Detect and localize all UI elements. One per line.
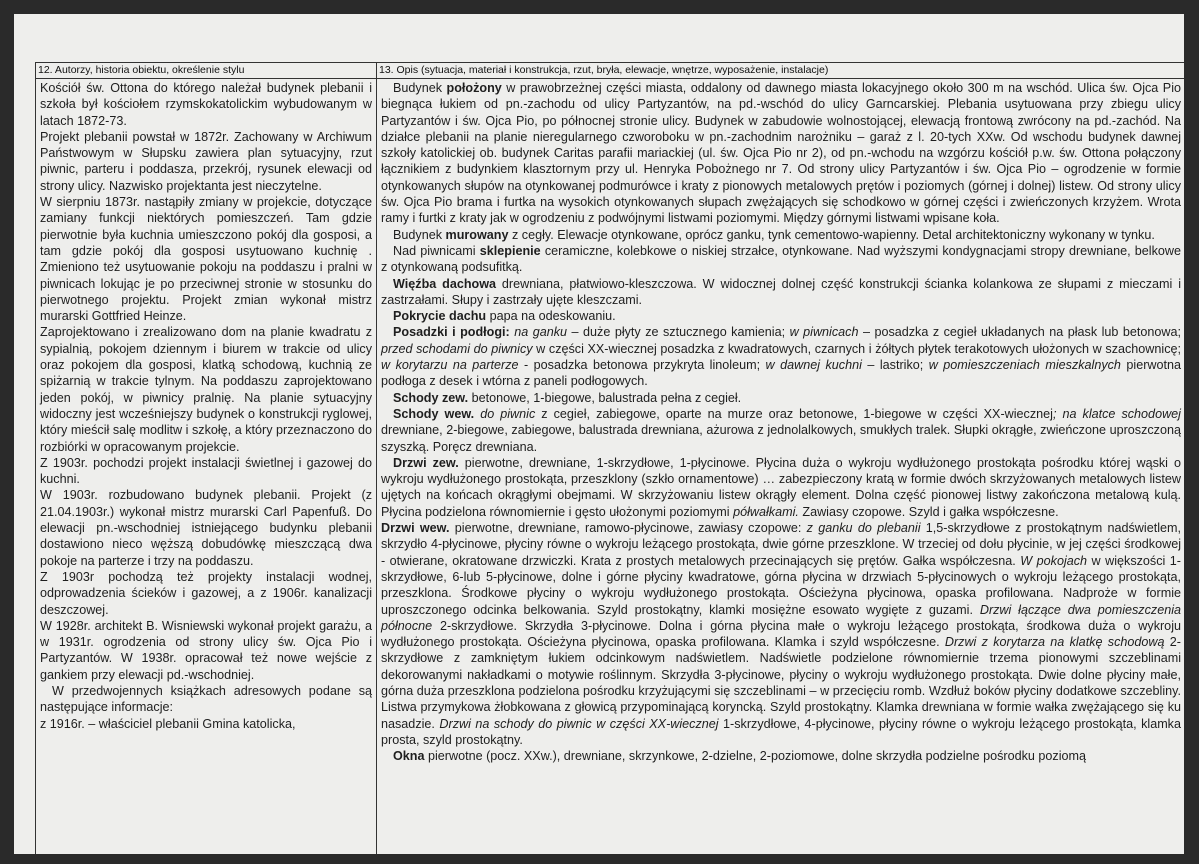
history-paragraph: Z 1903r pochodzą też projekty instalacji wodnej, odprowadzenia ścieków i gazowej, a z 1906r. kanalizacji deszczowej. [40, 569, 372, 617]
text-run: pierwotne (pocz. XXw.), drewniane, skrzynkowe, 2-dzielne, 2-poziomowe, dolne skrzydła podzielne pośrodku poziomą [424, 749, 1087, 764]
text-run: w prawobrzeżnej części miasta, oddalony od dawnego miasta lokacyjnego około 300 m na wschód. Ulica św. Ojca Pio biegnąca łukiem od pn.-zachodu od ulicy Partyzantów, na pd.-wschód do ulicy Garncarskiej. Plebania usytuowana przy zbiegu ulicy Partyzantów i św. Ojca Pio, po północnej stronie ulicy. Budynek w zabudowie wolnostojącej, elewacją frontową zwrócony na pd.-zachód. Na działce plebanii na planie nieregularnego czworoboku w pn.-zachodnim narożniku – garaż z l. 20-tych XXw. Od wschodu budynek dawnej szkoły katolickiej ob. budynek Caritas parafii mariackiej (ul. św. Ojca Pio nr 2), od pn.-wchodu na wzgórzu kościół p.w. św. Ottona połączony łącznikiem z budynkiem klasztornym przy ul. Henryka Pobożnego nr 7. Od strony ulicy Partyzantów i św. Ojca Pio – ogrodzenie w formie otynkowanych słupów na otynkowanej podmurówce i kraty z pionowych metalowych prętów i poziomych (górnej i dolnej) listew. Od strony ulicy św. Ojca Pio brama i furtka na wysokich otynkowanych słupach zwężających się schodkowo w górnej części i zwieńczonych krzyżem. Wrota ramy i furtki z kraty jak w ogrodzeniu z podwójnymi listwami poziomymi. Między górnymi listwami wpisane koła. [381, 81, 1181, 226]
history-paragraph: W 1928r. architekt B. Wisniewski wykonał projekt garażu, a w 1931r. ogrodzenia od strony ulicy św. Ojca Pio i Partyzantów. W 1938r. opracował też nowe wejście z gankiem przy elewacji pd.-wschodniej. [40, 618, 372, 682]
text-italic: przed schodami do piwnicy [381, 341, 533, 356]
history-paragraph: Z 1903r. pochodzi projekt instalacji świetlnej i gazowej do kuchni. [40, 455, 372, 487]
roof-truss-paragraph [381, 276, 1181, 309]
text-run: betonowe, 1-biegowe, balustrada pełna z cegieł. [468, 390, 742, 405]
history-paragraph: z 1916r. – właściciel plebanii Gmina katolicka, [40, 716, 296, 731]
windows-paragraph [381, 748, 1181, 764]
interior-stairs-paragraph [381, 406, 1181, 455]
text-italic: z ganku do plebanii [806, 521, 921, 536]
roof-cover-paragraph [381, 308, 1181, 324]
form-table [35, 62, 1184, 854]
text-italic: w piwnicach [789, 325, 859, 340]
left-column-body [36, 79, 376, 732]
left-column-header: 12. Autorzy, historia obiektu, określenie stylu [36, 63, 376, 79]
text-run: z cegły. Elewacje otynkowane, oprócz ganku, tynk cementowo-wapienny. Detal architektoniczny wykonany w tynku. [508, 227, 1155, 242]
text-italic: w korytarzu na parterze [381, 358, 519, 373]
text-run: pierwotna podłoga z desek i wtórna z paneli podłogowych. [381, 358, 1182, 389]
text-italic: w dawnej kuchni [765, 358, 862, 373]
history-paragraph: Projekt plebanii powstał w 1872r. Zachowany w Archiwum Państwowym w Słupsku zawiera plan sytuacyjny, rzut piwnic, parteru i poddasza, przekrój, rysunek elewacji od strony ulicy. Nazwisko projektanta jest nieczytelne. [40, 129, 372, 193]
right-column-body [377, 79, 1184, 764]
text-italic: na ganku [514, 325, 568, 340]
material-paragraph [381, 227, 1181, 243]
right-column-header: 13. Opis (sytuacja, materiał i konstrukcja, rzut, bryła, elewacje, wnętrze, wyposażenie, instalacje) [377, 63, 1184, 79]
text-run: w części XX-wiecznej posadzka z kwadratowych, czarnych i żółtych płytek terakotowych ułożonych w szachownicę; [532, 341, 1181, 356]
text-italic: W pokojach [1020, 553, 1088, 568]
term-bold: Pokrycie dachu [393, 309, 487, 324]
text-italic: ; na klatce schodowej [1052, 406, 1181, 421]
term-bold: Więźba dachowa [393, 276, 497, 291]
term-bold: Posadzki i podłogi: [393, 325, 510, 340]
text-run: pierwotne, drewniane, 1-skrzydłowe, 1-płycinowe. Płycina duża o wykroju wydłużonego prostokąta pośrodku której wąski o wykroju wydłużonego prostokąta, przeszklony (szkło ornamentowe) … zabezpieczony kratą w formie dwóch skrzyżowanych metalowych listew ujętych na końcach okrągłymi obejmami. W skrzyżowaniu listew okrągły element. Dolna część pionowej listwy zakończona metalową kulą. Płycina podzielona równomiernie i gęsto ułożonymi poziomymi [381, 455, 1182, 519]
text-italic: Drzwi na schody do piwnic w części XX-wiecznej [439, 716, 719, 731]
text-run: drewniane, 2-biegowe, zabiegowe, balustrada drewniana, ażurowa z jednolalkowych, smukłych tralek. Słupki okrągłe, zwieńczone uproszczoną szyszką. Poręcz drewniana. [381, 423, 1181, 454]
text-italic: do piwnic [480, 406, 536, 421]
text-run: Budynek [393, 227, 446, 242]
term-bold: Schody zew. [393, 390, 469, 405]
text-run: – posadzka z cegieł układanych na płask lub betonowa; [858, 325, 1182, 340]
text-run: drewniana, płatwiowo-kleszczowa. W widocznej dolnej część konstrukcji ścianka kolankowa ze słupami z mieczami i zastrzałami. Słupy i zastrzały ujęte kleszczami. [381, 276, 1181, 307]
term-bold: Okna [393, 749, 425, 764]
text-run: - posadzka betonowa przykryta linoleum; [518, 358, 766, 373]
top-margin [14, 14, 1184, 48]
document-sheet [14, 14, 1184, 854]
text-run: 1,5-skrzydłowe z prostokątnym nadświetlem, skrzydło 4-płycinowe, płyciny równe o wykroju leżącego prostokąta, dwie górne przeszklone. W trzeciej od dołu płycinie, w jej części środkowej - otwierane, okratowane drzwiczki. Krata z prostych metalowych przecinających się prętów. Gałka współczesna. [381, 521, 1181, 568]
location-paragraph [381, 80, 1181, 227]
text-italic: w pomieszczeniach mieszkalnych [928, 358, 1121, 373]
history-paragraph: W przedwojennych książkach adresowych podane są następujące informacje: [40, 683, 372, 715]
text-run: Budynek [393, 81, 447, 95]
history-paragraph: W sierpniu 1873r. nastąpiły zmiany w projekcie, dotyczące zamiany funkcji niektórych pomieszczeń. Tam gdzie pierwotnie była kuchnia umieszczono pokój dla gosposi, a tam gdzie pokój dla gosposi usytuowano kuchnię . Zmieniono też usytuowanie pokoju na poddaszu i pralni w piwnicach lokując je po przeciwnej stronie w stosunku do pierwotnego projektu. Projekt zmian wykonał mistrz murarski Gottfried Heinze. [40, 195, 372, 324]
right-column [377, 63, 1184, 854]
text-run: z cegieł, zabiegowe, oparte na murze oraz betonowe, 1-biegowe w części XX-wiecznej [535, 406, 1053, 421]
text-italic: półwałkami. [733, 504, 799, 519]
term-bold: murowany [445, 227, 509, 242]
exterior-doors-paragraph [381, 455, 1181, 520]
term-bold: Drzwi wew. [381, 521, 450, 536]
text-run: w większości 1-skrzydłowe, 6-lub 5-płycinowe, dolne i górne płyciny kwadratowe, górna płycina w drzwiach 5-płycinowych o wykroju leżącego prostokąta, przeszklona. Środkowe płyciny o wykroju wydłużonego prostokąta. Ościeżyna płycinowa, opaska profilowana. Nadproże w formie uproszczonego odcinka belkowania. Szyld prostokątny, klamki mosiężne esowato wygięte z guzami. [381, 553, 1181, 617]
interior-doors-paragraph [381, 520, 1181, 748]
vault-paragraph [381, 243, 1181, 276]
left-column [36, 63, 377, 854]
text-italic: Drzwi łączące dwa pomieszczenia północne [381, 602, 1182, 633]
history-paragraph: Kościół św. Ottona do którego należał budynek plebanii i szkoła był kościołem rzymskokatolickim wybudowanym w latach 1872-73. [40, 81, 372, 128]
term-bold: sklepienie [479, 243, 541, 258]
term-bold: Drzwi zew. [393, 455, 459, 470]
text-run: papa na odeskowaniu. [486, 309, 616, 324]
history-paragraph: Zaprojektowano i zrealizowano dom na planie kwadratu z sypialnią, pokojem dziennym i biurem w trakcie od ulicy oraz pokojem dla gosposi, klatką schodową, kuchnią ze spiżarnią w trakcie tylnym. Na poddaszu zaprojektowano jeden pokój, w piwnicy pralnię. Na planie sytuacyjny widoczny jest wcześniejszy budynek o konstrukcji ryglowej, który mieścił salę modlitw i szkołę, a który przeznaczono do rozbiórki w opracowanym projekcie. [40, 325, 372, 454]
text-run: ceramiczne, kolebkowe o niskiej strzałce, otynkowane. Nad wyższymi kondygnacjami stropy drewniane, belkowe z otynkowaną podsufitką. [381, 243, 1181, 275]
term-bold: położony [446, 81, 502, 95]
text-run: Nad piwnicami [393, 243, 480, 258]
text-run: pierwotne, drewniane, ramowo-płycinowe, zawiasy czopowe: [449, 521, 807, 536]
text-run: Zawiasy czopowe. Szyld i gałka współczesne. [798, 504, 1059, 519]
text-run: 2-skrzydłowe z zamkniętym łukiem odcinkowym nadświetlem. Nadświetle podzielone równomiernie trzema pionowymi szczeblinami dekorowanymi nakładkami o motywie roślinnym. Skrzydła 3-płycinowe, płyciny o wykroju wydłużonego prostokąta. Dwie dolne płyciny małe, górna duża przeszklona podzielona pośrodku krzyżującymi się szczeblinami – w przecięciu romb. Wzdłuż boków płyciny dodatkowe szczebliny. Listwa przymykowa żłobkowana z głowicą przypominającą koryncką. Szyld prostokątny. Klamka drewniana w formie wałka zwężającego się ku nasadzie. [381, 635, 1181, 731]
floors-paragraph [381, 324, 1181, 389]
text-italic: Drzwi z korytarza na klatkę schodową [944, 635, 1165, 650]
text-run: 2-skrzydłowe. Skrzydła 3-płycinowe. Dolna i górna płycina małe o wykroju leżącego prostokąta, środkowa duża o wykroju wydłużonego prostokąta. Ościeżyna płycinowa, opaska profilowana. Klamka i szyld współczesne. [381, 618, 1181, 650]
text-run: 1-skrzydłowe, 4-płycinowe, płyciny równe o wykroju leżącego prostokąta, klamka prosta, szyld prostokątny. [381, 716, 1181, 747]
term-bold: Schody wew. [393, 406, 475, 421]
text-run: – duże płyty ze sztucznego kamienia; [567, 325, 790, 340]
exterior-stairs-paragraph [381, 390, 1181, 406]
text-run: – lastriko; [861, 358, 929, 373]
history-paragraph: W 1903r. rozbudowano budynek plebanii. Projekt (z 21.04.1903r.) wykonał mistrz murarski Carl Papenfuß. Do elewacji pn.-wschodniej istniejącego budynku plebanii dostawiono nieco węższą dobudówkę mieszczącą dwa pokoje na parterze i trzy na poddaszu. [40, 488, 372, 568]
